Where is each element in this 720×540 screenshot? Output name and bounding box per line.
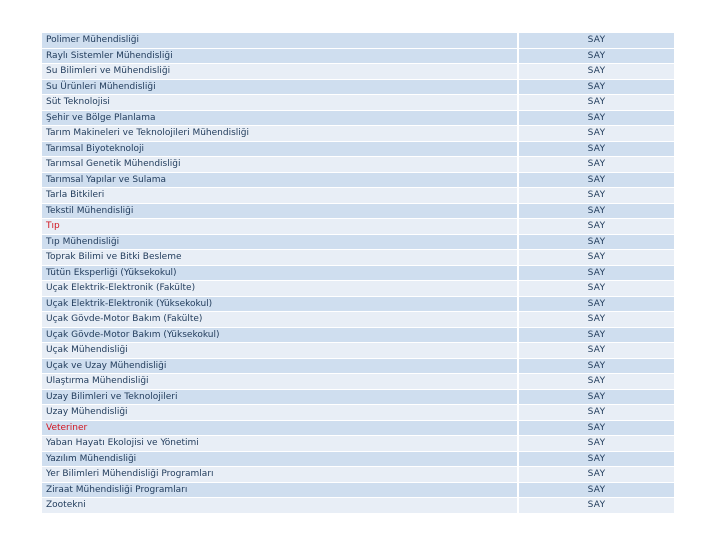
score-type: SAY bbox=[519, 204, 674, 219]
table-row bbox=[42, 297, 674, 312]
program-name: Polimer Mühendisliği bbox=[42, 33, 517, 48]
table-row bbox=[42, 390, 674, 405]
program-name: Toprak Bilimi ve Bitki Besleme bbox=[42, 250, 517, 265]
table-row bbox=[42, 157, 674, 172]
table-row bbox=[42, 343, 674, 358]
programs-table-body bbox=[42, 33, 674, 513]
program-name: Yaban Hayatı Ekolojisi ve Yönetimi bbox=[42, 436, 517, 451]
program-name: Su Ürünleri Mühendisliği bbox=[42, 80, 517, 95]
table-row bbox=[42, 483, 674, 498]
programs-table bbox=[42, 32, 674, 514]
table-row bbox=[42, 173, 674, 188]
program-name: Tütün Eksperliği (Yüksekokul) bbox=[42, 266, 517, 281]
program-name: Tarımsal Yapılar ve Sulama bbox=[42, 173, 517, 188]
program-name: Tarla Bitkileri bbox=[42, 188, 517, 203]
score-type: SAY bbox=[519, 80, 674, 95]
program-name: Süt Teknolojisi bbox=[42, 95, 517, 110]
score-type: SAY bbox=[519, 390, 674, 405]
score-type: SAY bbox=[519, 235, 674, 250]
table-row bbox=[42, 328, 674, 343]
table-row bbox=[42, 126, 674, 141]
score-type: SAY bbox=[519, 266, 674, 281]
table-row bbox=[42, 250, 674, 265]
table-row bbox=[42, 111, 674, 126]
programs-table-frame bbox=[41, 31, 675, 512]
table-row bbox=[42, 405, 674, 420]
score-type: SAY bbox=[519, 297, 674, 312]
score-type: SAY bbox=[519, 452, 674, 467]
score-type: SAY bbox=[519, 405, 674, 420]
program-name: Uçak Elektrik-Elektronik (Yüksekokul) bbox=[42, 297, 517, 312]
score-type: SAY bbox=[519, 421, 674, 436]
table-row bbox=[42, 219, 674, 234]
score-type: SAY bbox=[519, 33, 674, 48]
table-row bbox=[42, 436, 674, 451]
program-name: Yazılım Mühendisliği bbox=[42, 452, 517, 467]
table-row bbox=[42, 188, 674, 203]
table-row bbox=[42, 49, 674, 64]
program-name: Uçak Mühendisliği bbox=[42, 343, 517, 358]
score-type: SAY bbox=[519, 95, 674, 110]
score-type: SAY bbox=[519, 312, 674, 327]
score-type: SAY bbox=[519, 467, 674, 482]
table-row bbox=[42, 142, 674, 157]
score-type: SAY bbox=[519, 250, 674, 265]
score-type: SAY bbox=[519, 111, 674, 126]
table-row bbox=[42, 498, 674, 513]
program-name: Uçak ve Uzay Mühendisliği bbox=[42, 359, 517, 374]
score-type: SAY bbox=[519, 142, 674, 157]
table-row bbox=[42, 64, 674, 79]
score-type: SAY bbox=[519, 219, 674, 234]
score-type: SAY bbox=[519, 483, 674, 498]
table-row bbox=[42, 312, 674, 327]
score-type: SAY bbox=[519, 188, 674, 203]
program-name: Uzay Bilimleri ve Teknolojileri bbox=[42, 390, 517, 405]
program-name: Şehir ve Bölge Planlama bbox=[42, 111, 517, 126]
table-row bbox=[42, 281, 674, 296]
program-name: Uçak Elektrik-Elektronik (Fakülte) bbox=[42, 281, 517, 296]
table-row bbox=[42, 467, 674, 482]
score-type: SAY bbox=[519, 343, 674, 358]
table-row bbox=[42, 235, 674, 250]
score-type: SAY bbox=[519, 498, 674, 513]
program-name: Uçak Gövde-Motor Bakım (Yüksekokul) bbox=[42, 328, 517, 343]
table-row bbox=[42, 359, 674, 374]
program-name: Ziraat Mühendisliği Programları bbox=[42, 483, 517, 498]
program-name: Uçak Gövde-Motor Bakım (Fakülte) bbox=[42, 312, 517, 327]
table-row bbox=[42, 95, 674, 110]
score-type: SAY bbox=[519, 126, 674, 141]
program-name: Tekstil Mühendisliği bbox=[42, 204, 517, 219]
score-type: SAY bbox=[519, 49, 674, 64]
program-name: Veteriner bbox=[42, 421, 517, 436]
program-name: Su Bilimleri ve Mühendisliği bbox=[42, 64, 517, 79]
program-name: Tarımsal Genetik Mühendisliği bbox=[42, 157, 517, 172]
score-type: SAY bbox=[519, 374, 674, 389]
table-row bbox=[42, 80, 674, 95]
table-row bbox=[42, 33, 674, 48]
score-type: SAY bbox=[519, 359, 674, 374]
score-type: SAY bbox=[519, 436, 674, 451]
program-name: Tıp Mühendisliği bbox=[42, 235, 517, 250]
program-name: Uzay Mühendisliği bbox=[42, 405, 517, 420]
program-name: Raylı Sistemler Mühendisliği bbox=[42, 49, 517, 64]
score-type: SAY bbox=[519, 173, 674, 188]
table-row bbox=[42, 421, 674, 436]
score-type: SAY bbox=[519, 157, 674, 172]
table-row bbox=[42, 452, 674, 467]
score-type: SAY bbox=[519, 281, 674, 296]
program-name: Tarım Makineleri ve Teknolojileri Mühendisliği bbox=[42, 126, 517, 141]
table-row bbox=[42, 266, 674, 281]
table-row bbox=[42, 374, 674, 389]
program-name: Ulaştırma Mühendisliği bbox=[42, 374, 517, 389]
score-type: SAY bbox=[519, 328, 674, 343]
program-name: Yer Bilimleri Mühendisliği Programları bbox=[42, 467, 517, 482]
program-name: Tıp bbox=[42, 219, 517, 234]
score-type: SAY bbox=[519, 64, 674, 79]
table-row bbox=[42, 204, 674, 219]
program-name: Zootekni bbox=[42, 498, 517, 513]
program-name: Tarımsal Biyoteknoloji bbox=[42, 142, 517, 157]
